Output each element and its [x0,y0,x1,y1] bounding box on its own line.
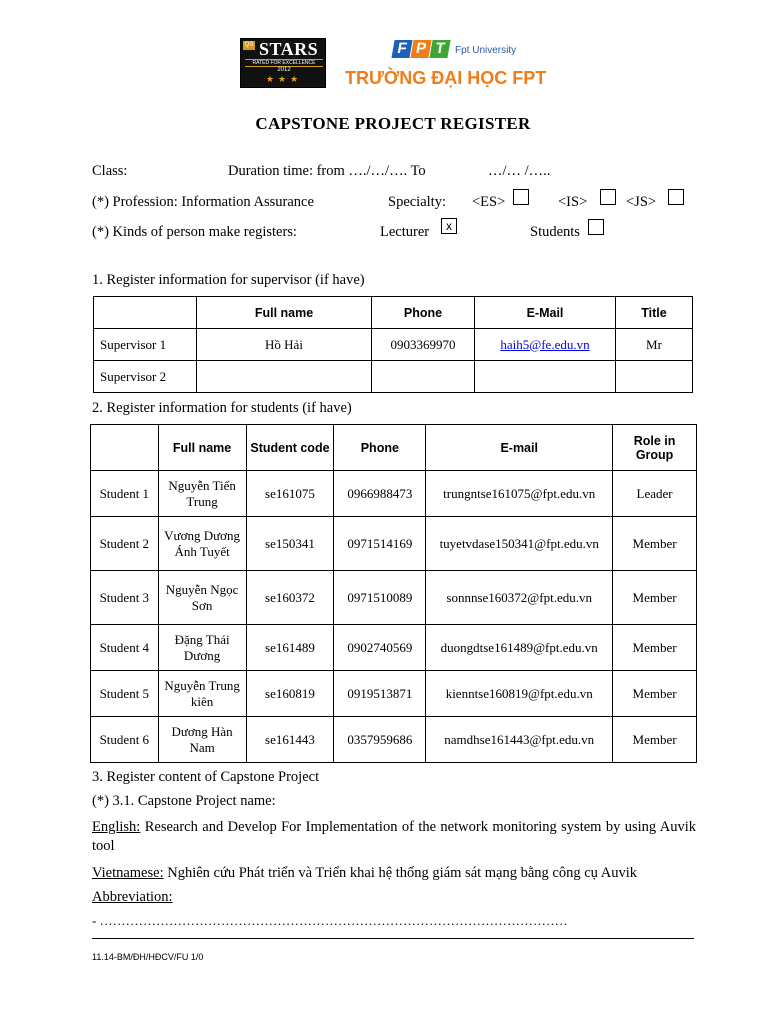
fpt-university-label: Fpt University [455,45,517,56]
lecturer-label: Lecturer [380,224,430,240]
cell-role: Leader [613,471,697,517]
cell-student-code: se161489 [246,625,334,671]
kinds-label: (*) Kinds of person make registers: [92,224,297,240]
supervisor-table [93,296,693,393]
cell-email: trungntse161075@fpt.edu.vn [426,471,613,517]
cell-phone: 0903369970 [372,329,475,361]
cell-name: Nguyễn Ngọc Sơn [158,571,246,625]
header-full-name: Full name [158,425,246,471]
section1-heading: 1. Register information for supervisor (if have) [92,272,365,288]
table-row [91,517,697,571]
project-name-heading: (*) 3.1. Capstone Project name: [92,793,276,809]
fpt-letter-f: F [391,40,412,58]
cell-phone: 0966988473 [334,471,426,517]
cell-name [197,361,372,393]
cell-phone: 0971514169 [334,517,426,571]
english-name [92,818,696,856]
cell-email: namdhse161443@fpt.edu.vn [426,717,613,763]
header-role: Role in Group [613,425,697,471]
school-name: TRƯỜNG ĐẠI HỌC FPT [345,68,547,88]
row-label: Student 6 [91,717,159,763]
cell-name: Nguyễn Trung kiên [158,671,246,717]
cell-student-code: se161443 [246,717,334,763]
email-link[interactable]: haih5@fe.edu.vn [500,336,590,352]
table-row [94,329,693,361]
stars-tagline: RATED FOR EXCELLENCE [245,59,323,67]
section2-heading: 2. Register information for students (if have) [92,400,352,416]
row-label: Student 3 [91,571,159,625]
fpt-letter-p: P [410,40,431,58]
table-row [91,717,697,763]
row-label: Student 1 [91,471,159,517]
cell-phone: 0357959686 [334,717,426,763]
stars-word: STARS [259,39,319,59]
profession-label: (*) Profession: Information Assurance [92,194,314,210]
table-row [91,471,697,517]
students-checkbox[interactable] [588,219,604,235]
english-label: English: [92,819,141,835]
cell-role: Member [613,625,697,671]
duration-end: …/… /….. [488,163,551,179]
table-row [91,671,697,717]
stars-year: 2012 [277,67,291,73]
row-label: Student 4 [91,625,159,671]
cell-email: tuyetvdase150341@fpt.edu.vn [426,517,613,571]
specialty-label: Specialty: [388,194,446,210]
row-label: Supervisor 1 [94,329,197,361]
cell-student-code: se160819 [246,671,334,717]
header-email: E-mail [426,425,613,471]
cell-phone: 0971510089 [334,571,426,625]
row-label: Student 2 [91,517,159,571]
header-empty [91,425,159,471]
footer-code: 11.14-BM/ĐH/HĐCV/FU 1/0 [92,952,204,962]
footer-divider [92,938,694,939]
cell-email: duongdtse161489@fpt.edu.vn [426,625,613,671]
header-phone: Phone [334,425,426,471]
header-full-name: Full name [197,297,372,329]
vietnamese-name [92,865,637,882]
cell-student-code: se160372 [246,571,334,625]
page-title: CAPSTONE PROJECT REGISTER [255,114,531,133]
cell-email: sonnnse160372@fpt.edu.vn [426,571,613,625]
table-row [91,571,697,625]
table-header-row [94,297,693,329]
cell-email: kienntse160819@fpt.edu.vn [426,671,613,717]
row-label: Supervisor 2 [94,361,197,393]
cell-name: Vương Dương Ánh Tuyết [158,517,246,571]
fpt-letter-t: T [429,40,450,58]
cell-role: Member [613,517,697,571]
header-empty [94,297,197,329]
cell-role: Member [613,571,697,625]
cell-name: Hồ Hải [197,329,372,361]
specialty-is-checkbox[interactable] [600,189,616,205]
cell-role: Member [613,717,697,763]
students-table [90,424,697,763]
cell-email [475,361,616,393]
cell-name: Dương Hàn Nam [158,717,246,763]
lecturer-checkbox[interactable]: x [441,218,457,234]
table-row [94,361,693,393]
table-header-row [91,425,697,471]
cell-phone: 0902740569 [334,625,426,671]
cell-phone: 0919513871 [334,671,426,717]
cell-phone [372,361,475,393]
students-label: Students [530,224,580,240]
duration-label: Duration time: from …./…/…. To [228,163,426,179]
cell-student-code: se150341 [246,517,334,571]
abbreviation-label: Abbreviation: [92,889,173,905]
cell-name: Nguyễn Tiến Trung [158,471,246,517]
cell-email [475,329,616,361]
vietnamese-text: Nghiên cứu Phát triển và Triển khai hệ thống giám sát mạng bằng công cụ Auvik [163,865,638,881]
qs-stars-logo [240,38,326,88]
cell-role: Member [613,671,697,717]
vietnamese-label: Vietnamese: [92,865,164,881]
header-title: Title [616,297,693,329]
stars-rating-icon: ★★★ [265,74,303,84]
specialty-is-label: <IS> [558,194,588,210]
specialty-es-checkbox[interactable] [513,189,529,205]
qs-badge: QS [244,42,254,48]
specialty-js-label: <JS> [626,194,657,210]
header-email: E-Mail [475,297,616,329]
row-label: Student 5 [91,671,159,717]
cell-student-code: se161075 [246,471,334,517]
specialty-js-checkbox[interactable] [668,189,684,205]
cell-title: Mr [616,329,693,361]
english-text: Research and Develop For Implementation of the network monitoring system by using Auvik tool [92,819,696,854]
header-student-code: Student code [246,425,334,471]
header-phone: Phone [372,297,475,329]
cell-title [616,361,693,393]
class-label: Class: [92,163,128,179]
section3-heading: 3. Register content of Capstone Project [92,769,320,785]
abbreviation-dotted-line: - ……………………………………………………………………………………………… [92,913,568,928]
fpt-logo [393,40,450,64]
cell-name: Đặng Thái Dương [158,625,246,671]
specialty-es-label: <ES> [472,194,506,210]
table-row [91,625,697,671]
